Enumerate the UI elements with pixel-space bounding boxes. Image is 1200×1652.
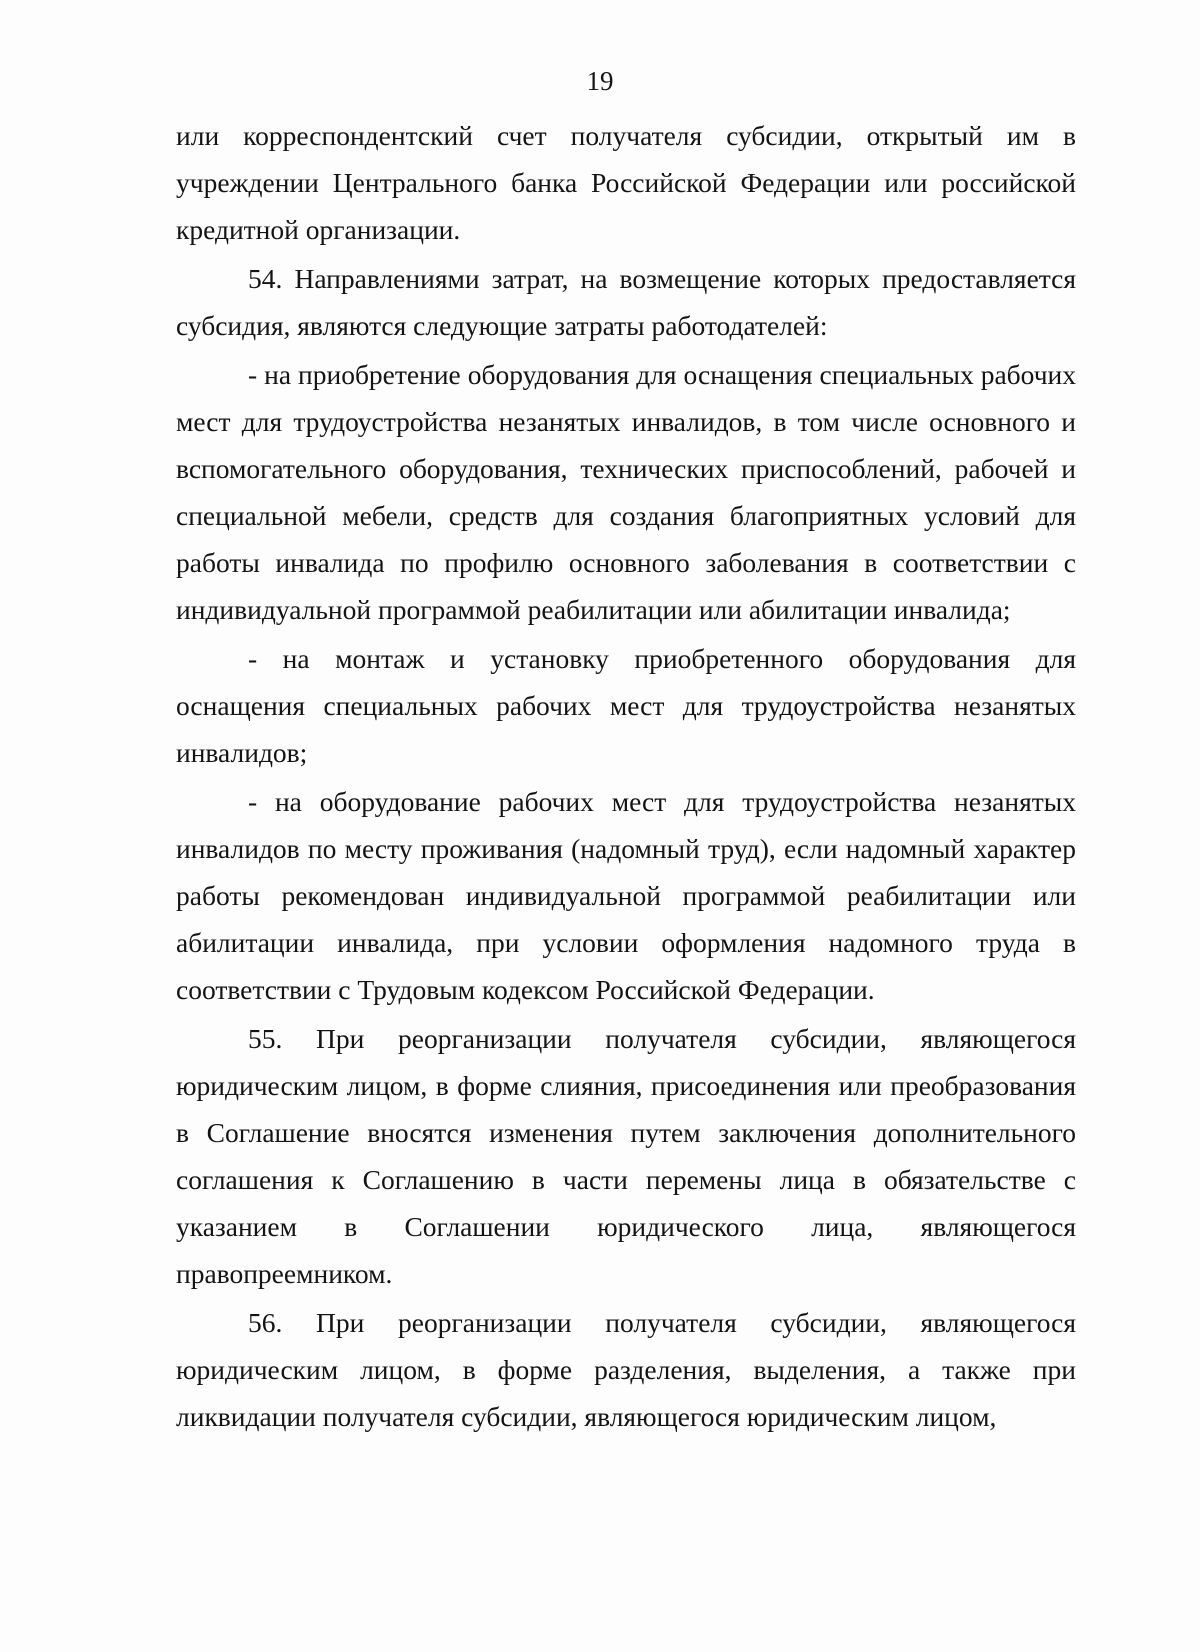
paragraph-54-item-equipment-purchase: - на приобретение оборудования для оснащения специальных рабочих мест для трудоустройства незанятых инвалидов, в том числе основного и вспомогательного оборудования, технических приспособлений, рабочей и специальной мебели, средств для создания благоприятных условий для работы инвалида по профилю основного заболевания в соответствии с индивидуальной программой реабилитации или абилитации инвалида; — [176, 359, 1076, 625]
paragraph-54: 54. Направлениями затрат, на возмещение которых предоставляется субсидия, являются следующие затраты работодателей: — [176, 263, 1076, 341]
paragraph-56: 56. При реорганизации получателя субсидии, являющегося юридическим лицом, в форме разделения, выделения, а также при ликвидации получателя субсидии, являющегося юридическим лицом, — [176, 1307, 1076, 1432]
paragraph-54-item-installation: - на монтаж и установку приобретенного оборудования для оснащения специальных рабочих мест для трудоустройства незанятых инвалидов; — [176, 643, 1076, 768]
paragraph-55: 55. При реорганизации получателя субсидии, являющегося юридическим лицом, в форме слияния, присоединения или преобразования в Соглашение вносятся изменения путем заключения дополнительного соглашения к Соглашению в части перемены лица в обязательстве с указанием в Соглашении юридического лица, являющегося правопреемником. — [176, 1023, 1076, 1289]
paragraph-53-continuation: или корреспондентский счет получателя субсидии, открытый им в учреждении Центрального банка Российской Федерации или российской кредитной организации. — [176, 120, 1076, 245]
page-number: 19 — [586, 66, 614, 96]
paragraph-54-item-home-work: - на оборудование рабочих мест для трудоустройства незанятых инвалидов по месту проживания (надомный труд), если надомный характер работы рекомендован индивидуальной программой реабилитации или абилитации инвалида, при условии оформления надомного труда в соответствии с Трудовым кодексом Российской Федерации. — [176, 786, 1076, 1005]
document-body — [176, 112, 1076, 1440]
